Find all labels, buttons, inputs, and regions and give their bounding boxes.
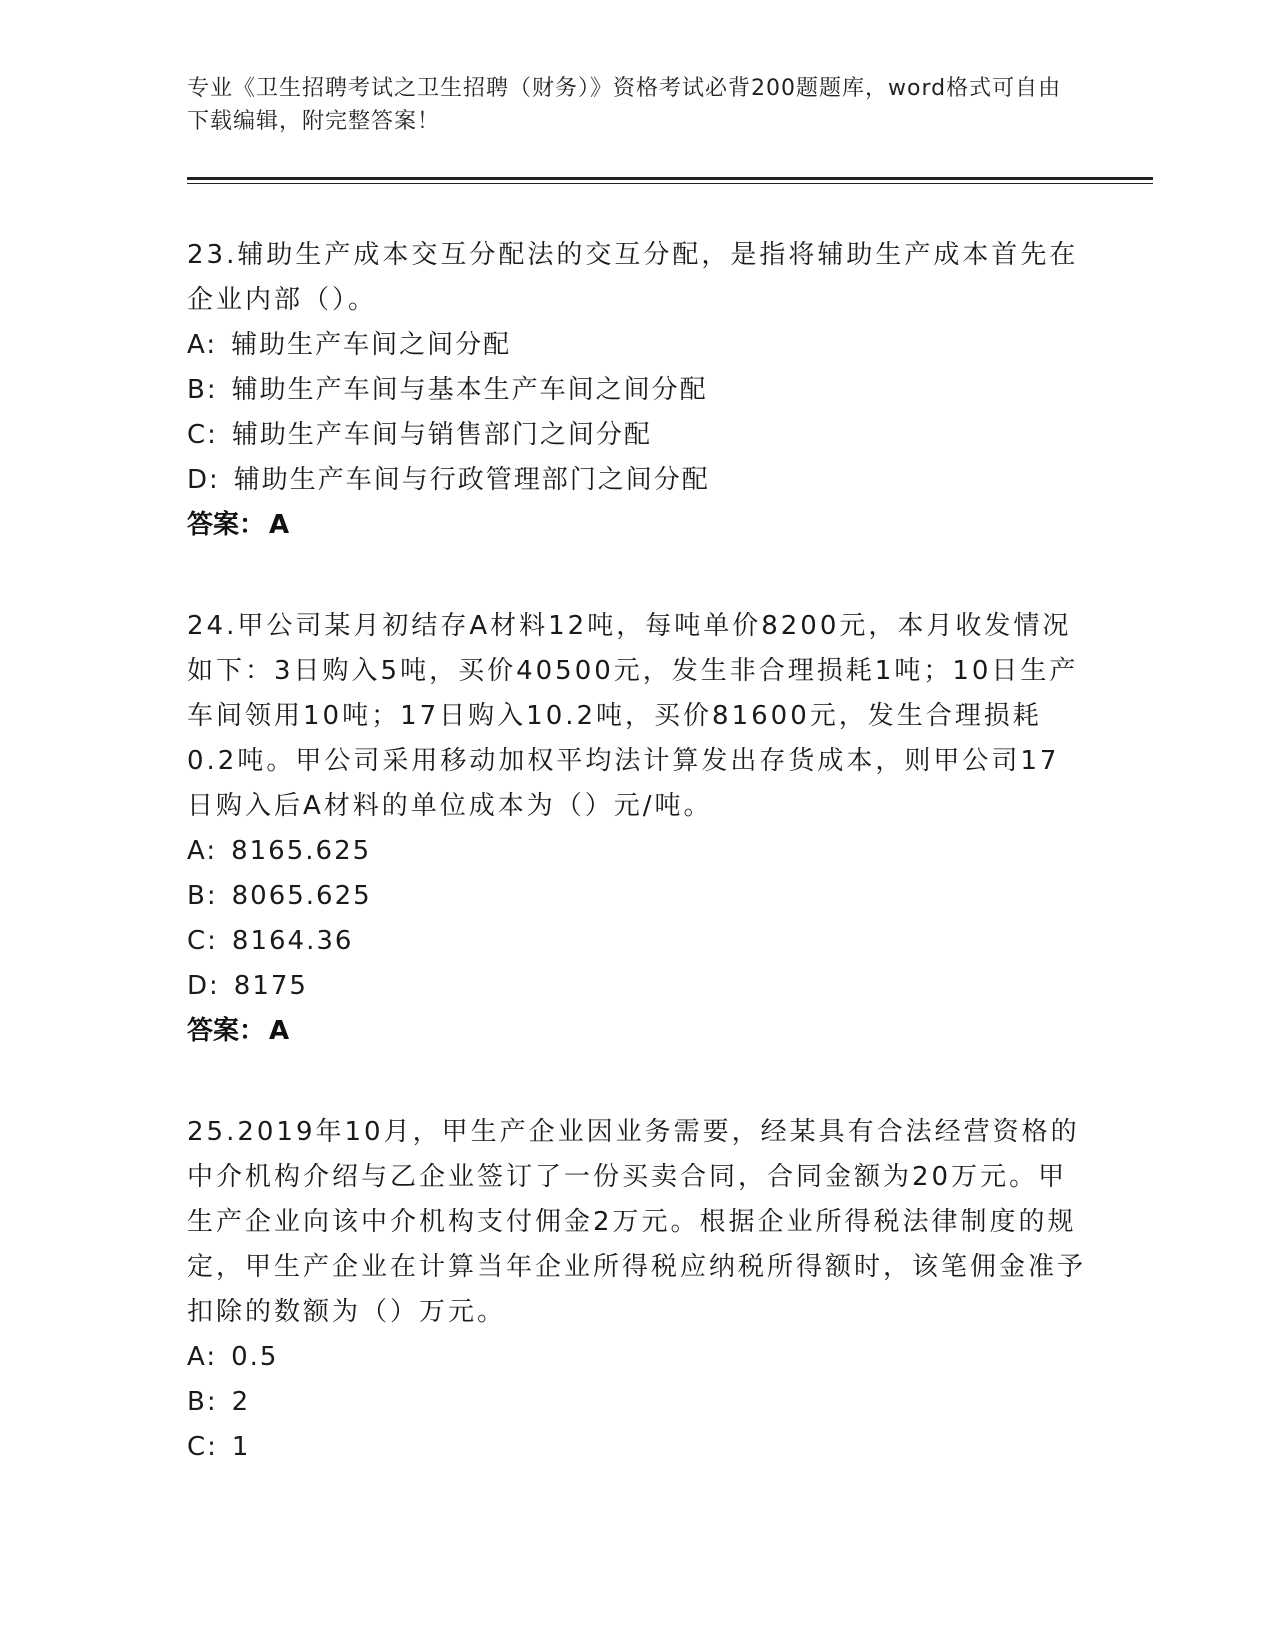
question-23 [187, 233, 1087, 548]
option-a [187, 323, 1087, 368]
option-text: 1 [231, 1432, 251, 1462]
question-25 [187, 1110, 1087, 1470]
answer-value: A [269, 510, 290, 540]
question-list [187, 233, 1087, 1526]
option-label: D: [187, 971, 220, 1001]
option-text: 辅助生产车间与基本生产车间之间分配 [231, 375, 708, 405]
option-c [187, 1425, 1087, 1470]
option-b [187, 1380, 1087, 1425]
answer-line [187, 503, 1087, 548]
option-text: 辅助生产车间与行政管理部门之间分配 [233, 465, 710, 495]
document-header [187, 72, 1067, 138]
option-text: 辅助生产车间与销售部门之间分配 [231, 420, 652, 450]
option-c [187, 919, 1087, 964]
option-d [187, 458, 1087, 503]
answer-value: A [269, 1016, 290, 1046]
answer-label: 答案： [187, 510, 266, 540]
question-text: 24.甲公司某月初结存A材料12吨，每吨单价8200元，本月收发情况如下：3日购入5吨，买价40500元，发生非合理损耗1吨；10日生产车间领用10吨；17日购入10.2吨，买价81600元，发生合理损耗0.2吨。甲公司采用移动加权平均法计算发出存货成本，则甲公司17日购入后A材料的单位成本为（）元/吨。 [187, 611, 1079, 821]
option-a [187, 1335, 1087, 1380]
option-b [187, 874, 1087, 919]
header-title: 专业《卫生招聘考试之卫生招聘（财务）》资格考试必背200题题库，word格式可自由下载编辑，附完整答案！ [187, 76, 1062, 134]
option-text: 8164.36 [231, 926, 354, 956]
option-label: A: [187, 330, 218, 360]
option-label: C: [187, 926, 218, 956]
option-text: 辅助生产车间之间分配 [231, 330, 512, 360]
option-label: D: [187, 465, 220, 495]
option-b [187, 368, 1087, 413]
option-label: B: [187, 375, 218, 405]
answer-label: 答案： [187, 1016, 266, 1046]
option-label: A: [187, 1342, 218, 1372]
answer-line [187, 1009, 1087, 1054]
option-text: 0.5 [231, 1342, 279, 1372]
option-text: 8175 [233, 971, 308, 1001]
option-text: 8065.625 [231, 881, 372, 911]
option-a [187, 829, 1087, 874]
header-divider-thick [187, 177, 1153, 180]
option-text: 8165.625 [231, 836, 372, 866]
question-24 [187, 604, 1087, 1054]
option-label: C: [187, 420, 218, 450]
option-label: A: [187, 836, 218, 866]
option-label: C: [187, 1432, 218, 1462]
question-text: 23.辅助生产成本交互分配法的交互分配，是指将辅助生产成本首先在企业内部（）。 [187, 240, 1079, 315]
option-label: B: [187, 881, 218, 911]
option-text: 2 [231, 1387, 251, 1417]
option-label: B: [187, 1387, 218, 1417]
option-c [187, 413, 1087, 458]
question-text: 25.2019年10月，甲生产企业因业务需要，经某具有合法经营资格的中介机构介绍与乙企业签订了一份买卖合同，合同金额为20万元。甲生产企业向该中介机构支付佣金2万元。根据企业所得税法律制度的规定，甲生产企业在计算当年企业所得税应纳税所得额时，该笔佣金准予扣除的数额为（）万元。 [187, 1117, 1087, 1327]
header-divider-thin [187, 183, 1153, 184]
option-d [187, 964, 1087, 1009]
